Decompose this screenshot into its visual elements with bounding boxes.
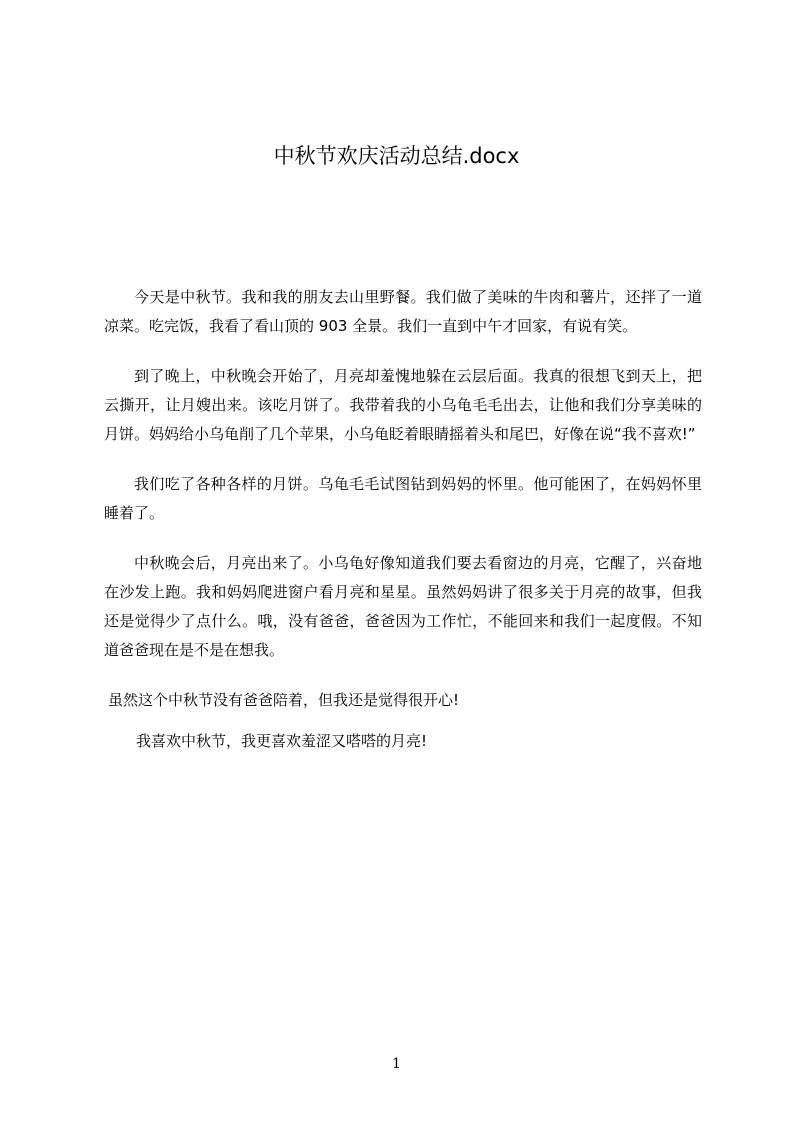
paragraph-happy: 虽然这个中秋节没有爸爸陪着，但我还是觉得很开心!: [108, 691, 460, 709]
document-title: 中秋节欢庆活动总结.docx: [273, 144, 520, 168]
paragraph-moon-window: 中秋晚会后，月亮出来了。小乌龟好像知道我们要去看窗边的月亮，它醒了，兴奋地在沙发上跑。我和妈妈爬进窗户看月亮和星星。虽然妈妈讲了很多关于月亮的故事，但我还是觉得少了点什么。哦，没有爸爸，爸爸因为工作忙，不能回来和我们一起度假。不知道爸爸现在是不是在想我。: [104, 554, 702, 659]
paragraph-mooncakes: 我们吃了各种各样的月饼。乌龟毛毛试图钻到妈妈的怀里。他可能困了，在妈妈怀里睡着了。: [104, 475, 702, 522]
document-body: [104, 283, 702, 768]
paragraph-evening: 到了晚上，中秋晚会开始了，月亮却羞愧地躲在云层后面。我真的很想飞到天上，把云撕开，让月嫂出来。该吃月饼了。我带着我的小乌龟毛毛出去，让他和我们分享美味的月饼。妈妈给小乌龟削了几个苹果，小乌龟眨着眼睛摇着头和尾巴，好像在说“我不喜欢!”: [104, 367, 702, 443]
paragraph-picnic: 今天是中秋节。我和我的朋友去山里野餐。我们做了美味的牛肉和薯片，还拌了一道凉菜。吃完饭，我看了看山顶的 903 全景。我们一直到中午才回家，有说有笑。: [104, 288, 702, 335]
page-number: 1: [392, 1056, 401, 1072]
paragraph-love-festival: 我喜欢中秋节，我更喜欢羞涩又嗒嗒的月亮!: [136, 732, 428, 750]
